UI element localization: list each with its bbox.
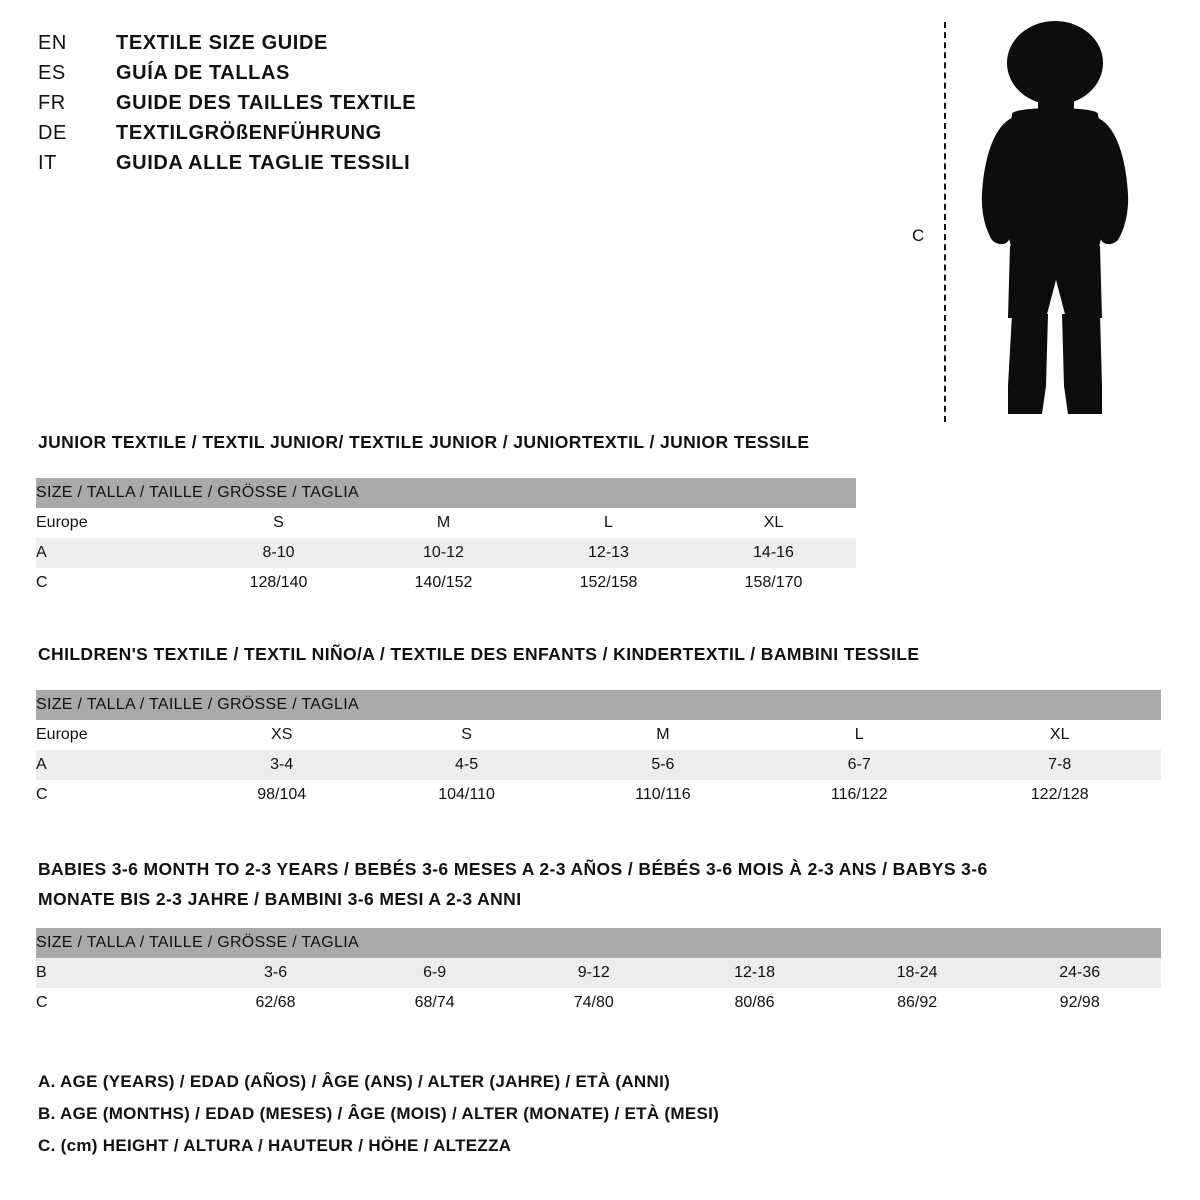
children-row-c-1: 104/110	[438, 786, 495, 803]
language-code-it: IT	[38, 152, 57, 174]
junior-size-2: L	[604, 514, 613, 531]
junior-row-a-label: A	[36, 544, 47, 561]
language-row	[38, 32, 598, 62]
children-size-3: L	[854, 726, 864, 743]
children-row-a-0: 3-4	[270, 756, 294, 773]
babies-row-b-1: 6-9	[423, 964, 447, 981]
children-row-c-4: 122/128	[1030, 786, 1089, 803]
junior-row-c-3: 158/170	[744, 574, 803, 591]
language-title-it: GUIDA ALLE TAGLIE TESSILI	[116, 152, 411, 174]
language-code-de: DE	[38, 122, 67, 144]
language-title-es: GUÍA DE TALLAS	[116, 62, 290, 84]
children-row-a-1: 4-5	[455, 756, 479, 773]
children-row-a-label: A	[36, 756, 47, 773]
children-row-a-3: 6-7	[847, 756, 871, 773]
table-row	[36, 780, 1161, 810]
junior-row-a-1: 10-12	[423, 544, 464, 561]
language-row	[38, 152, 598, 182]
junior-row-a-3: 14-16	[753, 544, 794, 561]
children-size-1: S	[461, 726, 472, 743]
children-row-a-2: 5-6	[651, 756, 675, 773]
babies-row-b-0: 3-6	[263, 964, 288, 981]
table-band-row	[36, 478, 856, 508]
language-code-fr: FR	[38, 92, 66, 114]
language-code-es: ES	[38, 62, 66, 84]
table-row	[36, 958, 1161, 988]
legend-line-b: B. AGE (MONTHS) / EDAD (MESES) / ÂGE (MOIS) / ALTER (MONATE) / ETÀ (MESI)	[38, 1104, 720, 1123]
children-size-table	[36, 690, 1161, 810]
language-row	[38, 62, 598, 92]
table-band-row	[36, 690, 1161, 720]
babies-row-b-5: 24-36	[1059, 964, 1101, 981]
table-row	[36, 568, 856, 598]
babies-row-b-4: 18-24	[896, 964, 938, 981]
babies-size-table	[36, 928, 1161, 1018]
figure-area	[900, 8, 1170, 428]
junior-size-table	[36, 478, 856, 598]
babies-row-c-1: 68/74	[414, 994, 455, 1011]
table-row	[36, 720, 1161, 750]
section-title-babies: BABIES 3-6 MONTH TO 2-3 YEARS / BEBÉS 3-6 MESES A 2-3 AÑOS / BÉBÉS 3-6 MOIS À 2-3 ANS / BABYS 3-6 MONATE BIS 2-3 JAHRE / BAMBINI 3-6 MESI A 2-3 ANNI	[38, 859, 988, 909]
table-row	[36, 508, 856, 538]
junior-size-1: M	[436, 514, 451, 531]
legend-block	[38, 1066, 1138, 1162]
section-title-junior: JUNIOR TEXTILE / TEXTIL JUNIOR/ TEXTILE JUNIOR / JUNIORTEXTIL / JUNIOR TESSILE	[38, 432, 810, 452]
language-row	[38, 92, 598, 122]
children-size-4: XL	[1049, 726, 1070, 743]
children-size-2: M	[656, 726, 670, 743]
babies-band-label: SIZE / TALLA / TAILLE / GRÖSSE / TAGLIA	[36, 928, 1161, 958]
junior-size-0: S	[273, 514, 284, 531]
children-size-0: XS	[271, 726, 293, 743]
junior-header-label: Europe	[36, 514, 88, 531]
children-row-c-2: 110/116	[635, 786, 691, 803]
junior-row-c-label: C	[36, 574, 48, 591]
language-title-de: TEXTILGRÖßENFÜHRUNG	[116, 122, 382, 144]
children-row-a-4: 7-8	[1048, 756, 1072, 773]
table-row	[36, 538, 856, 568]
junior-row-c-1: 140/152	[414, 574, 473, 591]
language-title-en: TEXTILE SIZE GUIDE	[116, 32, 328, 54]
children-header-label: Europe	[36, 726, 88, 743]
children-row-c-3: 116/122	[830, 786, 888, 803]
babies-row-b-label: B	[36, 964, 47, 981]
junior-row-a-0: 8-10	[262, 544, 295, 561]
children-row-c-0: 98/104	[257, 786, 307, 803]
babies-row-b-3: 12-18	[734, 964, 776, 981]
language-title-fr: GUIDE DES TAILLES TEXTILE	[116, 92, 417, 114]
legend-line-c: C. (cm) HEIGHT / ALTURA / HAUTEUR / HÖHE / ALTEZZA	[38, 1136, 512, 1155]
junior-row-a-2: 12-13	[588, 544, 629, 561]
babies-row-c-2: 74/80	[573, 994, 614, 1011]
babies-row-b-2: 9-12	[577, 964, 610, 981]
section-title-children: CHILDREN'S TEXTILE / TEXTIL NIÑO/A / TEXTILE DES ENFANTS / KINDERTEXTIL / BAMBINI TESSILE	[38, 644, 920, 664]
children-band-label: SIZE / TALLA / TAILLE / GRÖSSE / TAGLIA	[36, 690, 1161, 720]
junior-row-c-2: 152/158	[579, 574, 638, 591]
junior-row-c-0: 128/140	[249, 574, 308, 591]
height-marker-label: C	[912, 226, 925, 245]
language-title-block	[38, 32, 598, 182]
children-row-c-label: C	[36, 786, 48, 803]
legend-line-a: A. AGE (YEARS) / EDAD (AÑOS) / ÂGE (ANS) / ALTER (JAHRE) / ETÀ (ANNI)	[38, 1072, 671, 1091]
table-row	[36, 988, 1161, 1018]
babies-row-c-label: C	[36, 994, 48, 1011]
junior-band-label: SIZE / TALLA / TAILLE / GRÖSSE / TAGLIA	[36, 478, 856, 508]
height-dashed-line	[944, 22, 946, 422]
table-band-row	[36, 928, 1161, 958]
language-code-en: EN	[38, 32, 67, 54]
table-row	[36, 750, 1161, 780]
language-row	[38, 122, 598, 152]
babies-row-c-4: 86/92	[897, 994, 938, 1011]
babies-row-c-5: 92/98	[1059, 994, 1100, 1011]
child-silhouette-icon	[950, 18, 1150, 428]
babies-row-c-0: 62/68	[255, 994, 296, 1011]
junior-size-3: XL	[763, 514, 784, 531]
babies-row-c-3: 80/86	[734, 994, 775, 1011]
